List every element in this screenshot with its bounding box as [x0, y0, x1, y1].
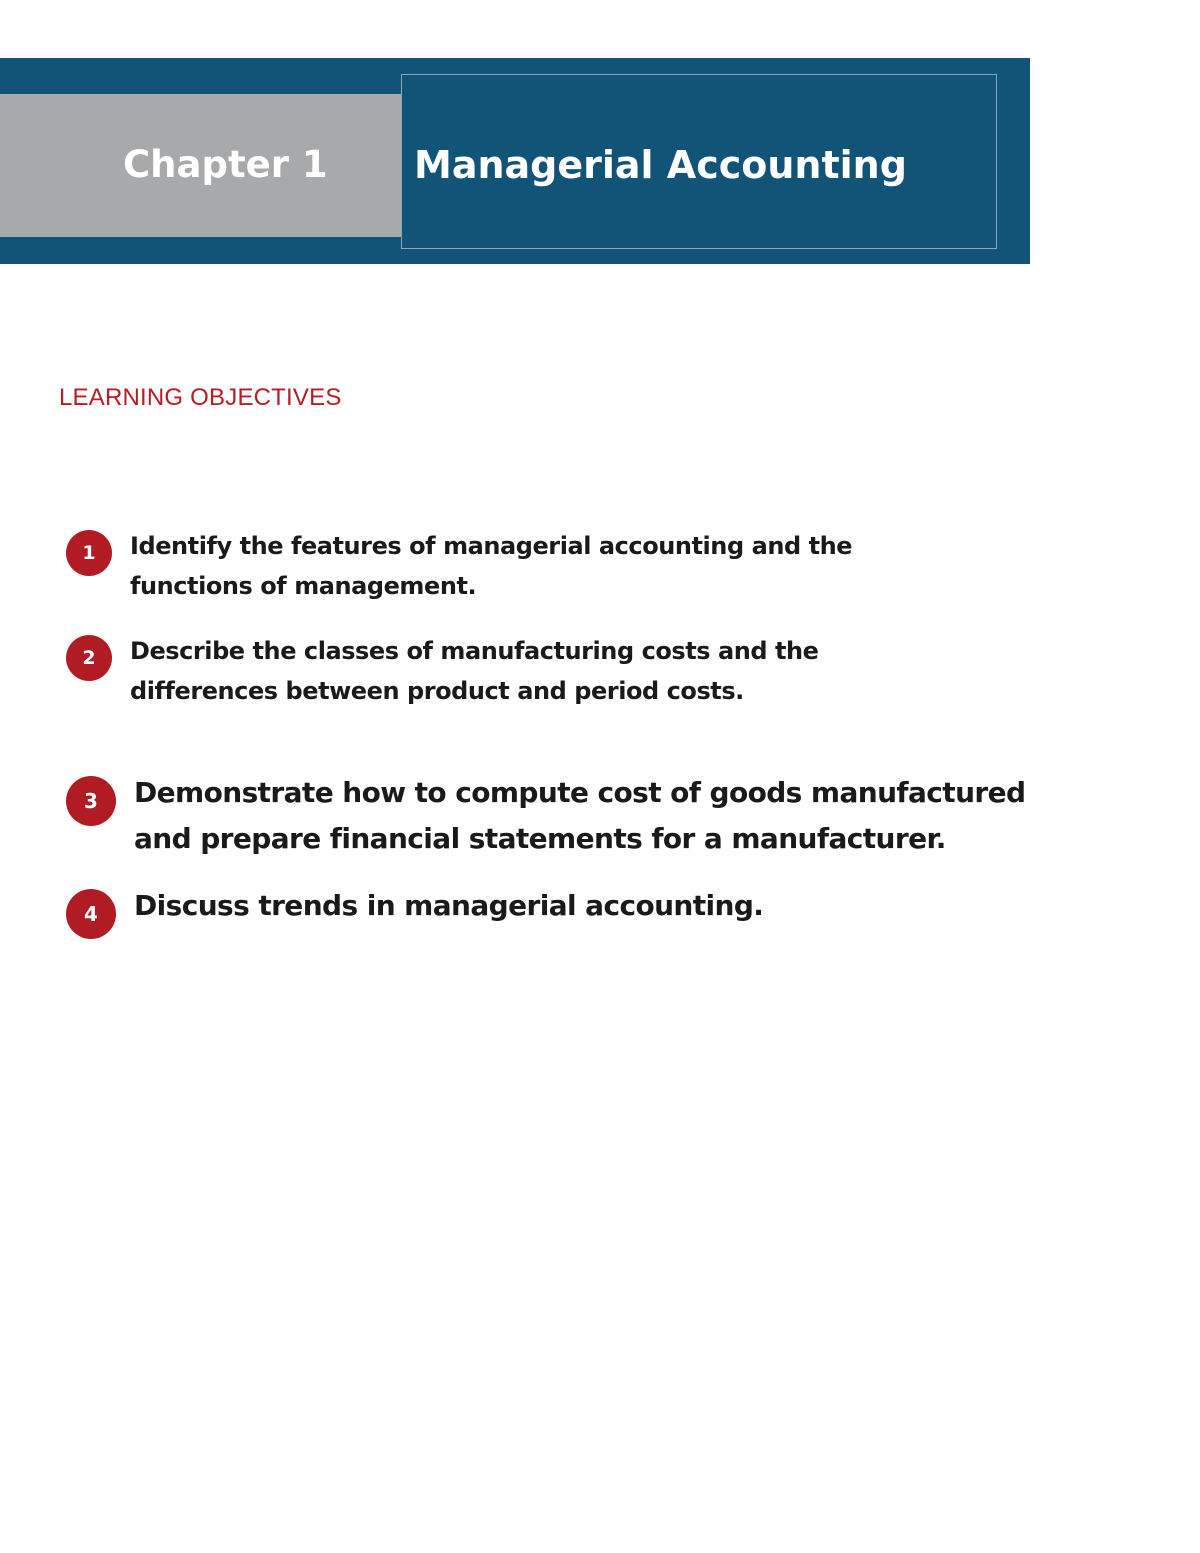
learning-objective-4: [66, 883, 763, 939]
learning-objective-2: [66, 631, 819, 711]
objective-text-line: and prepare financial statements for a manufacturer.: [134, 822, 946, 855]
objective-text: [130, 631, 819, 711]
objective-number-badge: 3: [66, 776, 116, 826]
chapter-title: Managerial Accounting: [414, 143, 907, 187]
objective-text: [134, 770, 1025, 862]
objective-text-line: Demonstrate how to compute cost of goods manufactured: [134, 776, 1026, 809]
objective-text: [130, 526, 852, 606]
objective-text-line: functions of management.: [130, 572, 477, 600]
objective-text-line: Describe the classes of manufacturing costs and the: [130, 637, 819, 665]
objective-number-badge: 2: [66, 635, 112, 681]
objective-text: [134, 883, 763, 929]
chapter-label: Chapter 1: [123, 143, 328, 186]
objective-number-badge: 1: [66, 530, 112, 576]
objective-number-badge: 4: [66, 889, 116, 939]
objective-text-line: Identify the features of managerial accounting and the: [130, 532, 853, 560]
objective-text-line: Discuss trends in managerial accounting.: [134, 889, 764, 922]
learning-objective-3: [66, 770, 1025, 862]
learning-objectives-heading: LEARNING OBJECTIVES: [59, 384, 342, 411]
objective-text-line: differences between product and period costs.: [130, 677, 744, 705]
learning-objective-1: [66, 526, 852, 606]
